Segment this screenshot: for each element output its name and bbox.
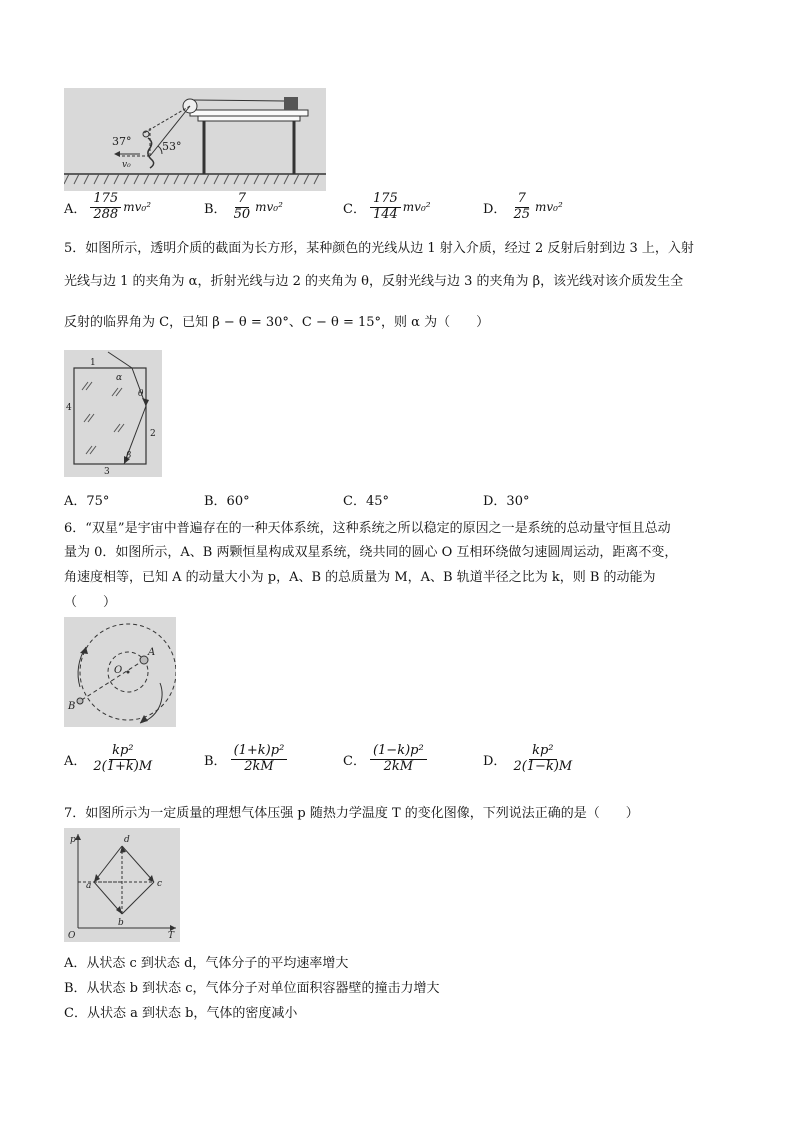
edge-4-label: 4 [66, 403, 72, 413]
theta-label: θ [138, 389, 144, 399]
figure-q5-rectangle-prism [64, 350, 162, 477]
center-o-label: O [114, 665, 123, 676]
q7-option-a[interactable]: A．从状态 c 到状态 d，气体分子的平均速率增大 [64, 956, 349, 971]
origin-label: O [68, 931, 76, 941]
denominator: 2(1+k)M [93, 758, 153, 774]
numerator: 7 [235, 192, 249, 208]
q5-stem-line-2: 光线与边 1 的夹角为 α，折射光线与边 2 的夹角为 θ，反射光线与边 3 的夹角为 β，该光线对该介质发生全 [64, 274, 684, 289]
angle-37-label: 37° [112, 135, 132, 148]
q7-stem: 7．如图所示为一定质量的理想气体压强 p 随热力学温度 T 的变化图像，下列说法正确的是（ ） [64, 806, 639, 821]
fraction [370, 192, 401, 223]
fraction [510, 192, 533, 223]
q5-option-a[interactable]: A．75° [64, 494, 110, 509]
fraction [510, 744, 575, 775]
q6-stem-line-3: 角速度相等，已知 A 的动量大小为 p，A、B 的总质量为 M，A、B 轨道半径之比为 k，则 B 的动能为 [64, 570, 656, 585]
angle-53-label: 53° [162, 140, 182, 153]
option-letter: C． [343, 753, 366, 769]
edge-1-label: 1 [90, 358, 96, 368]
fraction [231, 744, 288, 775]
numerator: 7 [515, 192, 529, 208]
edge-3-label: 3 [104, 467, 110, 477]
option-letter: D． [483, 201, 507, 217]
alpha-label: α [116, 373, 123, 383]
state-c-label: c [157, 879, 163, 889]
state-a-label: a [86, 881, 92, 891]
q6-stem-line-1: 6．“双星”是宇宙中普遍存在的一种天体系统，这种系统之所以稳定的原因之一是系统的总动量守恒且总动 [64, 521, 671, 536]
axis-t-label: T [168, 931, 175, 941]
fraction [90, 744, 155, 775]
q6-stem-line-2: 量为 0．如图所示，A、B 两颗恒星构成双星系统，绕共同的圆心 O 互相环绕做匀速圆周运动，距离不变， [64, 545, 678, 560]
axis-p-label: p [70, 835, 76, 845]
numerator: kp² [109, 744, 136, 760]
denominator: 50 [233, 206, 251, 222]
option-letter: A． [64, 753, 87, 769]
state-b-label: b [118, 918, 124, 928]
denominator: 2kM [244, 758, 274, 774]
q5-stem-line-3: 反射的临界角为 C，已知 β − θ = 30°、C − θ = 15°，则 α 为（ ） [64, 315, 490, 330]
q6-option-b[interactable] [204, 744, 289, 775]
option-letter: A． [64, 201, 87, 217]
edge-2-label: 2 [150, 429, 156, 439]
q4-option-b[interactable] [204, 192, 283, 223]
numerator: 175 [370, 192, 401, 208]
q7-option-c[interactable]: C．从状态 a 到状态 b，气体的密度减小 [64, 1006, 298, 1021]
q7-option-b[interactable]: B．从状态 b 到状态 c，气体分子对单位面积容器壁的撞击力增大 [64, 981, 440, 996]
q6-option-d[interactable] [483, 744, 577, 775]
figure-q4-table-pulley [64, 88, 326, 191]
fraction [90, 192, 121, 223]
option-unit: mv₀² [534, 200, 563, 215]
option-letter: D． [483, 753, 507, 769]
star-a-label: A [148, 647, 156, 658]
q6-option-c[interactable] [343, 744, 429, 775]
denominator: 2kM [383, 758, 414, 774]
option-letter: C． [343, 201, 366, 217]
option-unit: mv₀² [123, 200, 151, 215]
state-d-label: d [124, 835, 130, 845]
numerator: (1−k)p² [370, 744, 427, 760]
q4-option-c[interactable] [343, 192, 431, 223]
q4-option-a[interactable] [64, 192, 151, 223]
q5-option-b[interactable]: B．60° [204, 494, 250, 509]
option-letter: B． [204, 753, 227, 769]
star-b-label: B [68, 701, 76, 712]
q6-stem-line-4: （ ） [64, 595, 117, 610]
q5-option-c[interactable]: C．45° [343, 494, 389, 509]
fraction [231, 192, 254, 223]
figure-q7-p-t-graph [64, 828, 180, 942]
option-unit: mv₀² [255, 200, 283, 215]
denominator: 2(1−k)M [513, 758, 573, 774]
q5-stem-line-1: 5．如图所示，透明介质的截面为长方形，某种颜色的光线从边 1 射入介质，经过 2 反射后射到边 3 上，入射 [64, 241, 694, 256]
numerator: kp² [529, 744, 556, 760]
velocity-label: v₀ [122, 160, 131, 170]
figure-q6-binary-star [64, 617, 176, 727]
denominator: 144 [372, 206, 398, 222]
option-letter: B． [204, 201, 227, 217]
option-unit: mv₀² [402, 200, 431, 215]
fraction [370, 744, 427, 775]
q5-option-d[interactable]: D．30° [483, 494, 530, 509]
q6-option-a[interactable] [64, 744, 157, 775]
beta-label: β [126, 451, 132, 461]
denominator: 25 [513, 206, 530, 222]
numerator: (1+k)p² [231, 744, 288, 760]
denominator: 288 [93, 206, 119, 222]
q4-option-d[interactable] [483, 192, 563, 223]
numerator: 175 [90, 192, 121, 208]
